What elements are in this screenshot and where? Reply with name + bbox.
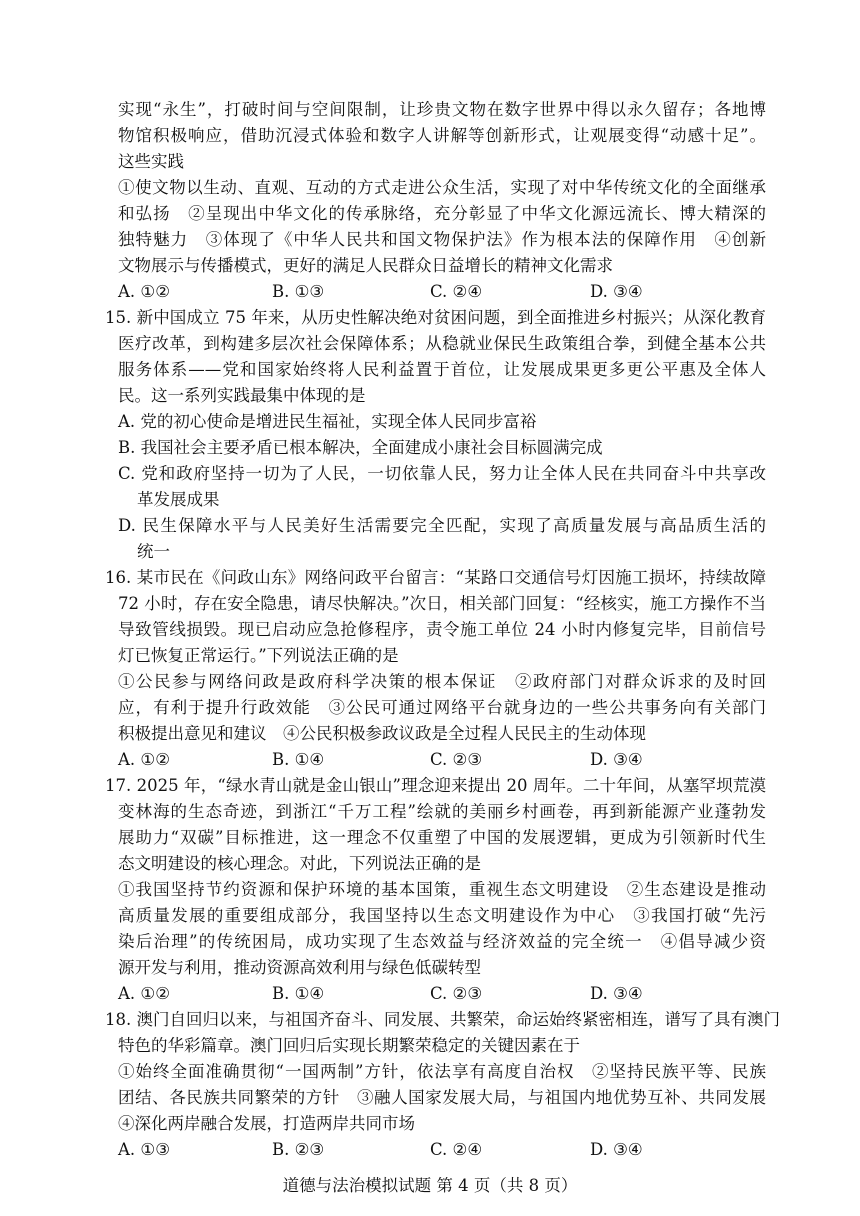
q17-statement-line: ①我国坚持节约资源和保护环境的基本国策，重视生态文明建设 ②生态建设是推动 xyxy=(118,880,766,899)
q15-stem-line: 服务体系——党和国家始终将人民利益置于首位，让发展成果更多更公平惠及全体人 xyxy=(118,360,766,379)
q15-choice-c: C. 党和政府坚持一切为了人民，一切依靠人民，努力让全体人民在共同奋斗中共享改 xyxy=(118,464,766,483)
q17-option-c: C. ②③ xyxy=(430,984,483,1003)
q17-statement-line: 源开发与利用，推动资源高效利用与绿色低碳转型 xyxy=(118,958,481,977)
q16-stem-line: 72 小时，存在安全隐患，请尽快解决。”次日，相关部门回复：“经核实，施工方操作不当 xyxy=(118,594,766,613)
q15-stem-line: 民。这一系列实践最集中体现的是 xyxy=(118,386,366,405)
q15-choice-a: A. 党的初心使命是增进民生福祉，实现全体人民同步富裕 xyxy=(118,412,537,431)
q14-statement-line: ①使文物以生动、直观、互动的方式走进公众生活，实现了对中华传统文化的全面继承 xyxy=(118,178,766,197)
q18-stem-line: 特色的华彩篇章。澳门回归后实现长期繁荣稳定的关键因素在于 xyxy=(118,1036,580,1055)
q14-stem-line: 实现“永生”，打破时间与空间限制，让珍贵文物在数字世界中得以永久留存；各地博 xyxy=(118,100,766,119)
q17-statement-line: 高质量发展的重要组成部分，我国坚持以生态文明建设作为中心 ③我国打破“先污 xyxy=(118,906,766,925)
q14-statement-line: 和弘扬 ②呈现出中华文化的传承脉络，充分彰显了中华文化源远流长、博大精深的 xyxy=(118,204,766,223)
q15-stem-line: 15. 新中国成立 75 年来，从历史性解决绝对贫困问题，到全面推进乡村振兴；从深化教育 xyxy=(105,308,766,327)
q14-stem-line: 这些实践 xyxy=(118,152,184,171)
q17-statement-line: 染后治理”的传统困局，成功实现了生态效益与经济效益的完全统一 ④倡导减少资 xyxy=(118,932,766,951)
q14-option-b: B. ①③ xyxy=(272,282,325,301)
q16-statement-line: 积极提出意见和建议 ④公民积极参政议政是全过程人民民主的生动体现 xyxy=(118,724,646,743)
q18-stem-line: 18. 澳门自回归以来，与祖国齐奋斗、同发展、共繁荣，命运始终紧密相连，谱写了具有澳门 xyxy=(105,1010,780,1029)
q14-statement-line: 文物展示与传播模式，更好的满足人民群众日益增长的精神文化需求 xyxy=(118,256,613,275)
q17-option-b: B. ①④ xyxy=(272,984,325,1003)
q14-statement-line: 独特魅力 ③体现了《中华人民共和国文物保护法》作为根本法的保障作用 ④创新 xyxy=(118,230,766,249)
q18-statement-line: 团结、各民族共同繁荣的方针 ③融人国家发展大局，与祖国内地优势互补、共同发展 xyxy=(118,1088,766,1107)
q17-stem-line: 17. 2025 年，“绿水青山就是金山银山”理念迎来提出 20 周年。二十年间，从塞罕坝荒漠 xyxy=(105,776,766,795)
q14-option-c: C. ②④ xyxy=(430,282,483,301)
q17-stem-line: 态文明建设的核心理念。对此，下列说法正确的是 xyxy=(118,854,481,873)
q15-stem-line: 医疗改革，到构建多层次社会保障体系；从稳就业保民生政策组合拳，到健全基本公共 xyxy=(118,334,766,353)
q18-option-b: B. ②③ xyxy=(272,1140,325,1159)
q18-option-a: A. ①③ xyxy=(118,1140,170,1159)
q16-stem-line: 导致管线损毁。现已启动应急抢修程序，责令施工单位 24 小时内修复完毕，目前信号 xyxy=(118,620,766,639)
q16-option-a: A. ①② xyxy=(118,750,170,769)
page-footer: 道德与法治模拟试题 第 4 页（共 8 页） xyxy=(282,1176,578,1195)
q18-option-d: D. ③④ xyxy=(590,1140,643,1159)
q17-stem-line: 展助力“双碳”目标推进，这一理念不仅重塑了中国的发展逻辑，更成为引领新时代生 xyxy=(118,828,766,847)
q14-option-d: D. ③④ xyxy=(590,282,643,301)
q17-option-a: A. ①② xyxy=(118,984,170,1003)
q16-statement-line: ①公民参与网络问政是政府科学决策的根本保证 ②政府部门对群众诉求的及时回 xyxy=(118,672,766,691)
q17-stem-line: 变林海的生态奇迹，到浙江“千万工程”绘就的美丽乡村画卷，再到新能源产业蓬勃发 xyxy=(118,802,766,821)
q18-option-c: C. ②④ xyxy=(430,1140,483,1159)
q16-option-d: D. ③④ xyxy=(590,750,643,769)
q18-statement-line: ①始终全面准确贯彻“一国两制”方针，依法享有高度自治权 ②坚持民族平等、民族 xyxy=(118,1062,766,1081)
q16-option-c: C. ②③ xyxy=(430,750,483,769)
q18-statement-line: ④深化两岸融合发展，打造两岸共同市场 xyxy=(118,1114,415,1133)
q15-choice-d: D. 民生保障水平与人民美好生活需要完全匹配，实现了高质量发展与高品质生活的 xyxy=(118,516,766,535)
q16-stem-line: 16. 某市民在《问政山东》网络问政平台留言：“某路口交通信号灯因施工损坏，持续故障 xyxy=(105,568,766,587)
q14-option-a: A. ①② xyxy=(118,282,170,301)
q15-choice-c-cont: 革发展成果 xyxy=(137,490,220,509)
q15-choice-b: B. 我国社会主要矛盾已根本解决，全面建成小康社会目标圆满完成 xyxy=(118,438,603,457)
q16-option-b: B. ①④ xyxy=(272,750,325,769)
q15-choice-d-cont: 统一 xyxy=(137,542,170,561)
q14-stem-line: 物馆积极响应，借助沉浸式体验和数字人讲解等创新形式，让观展变得“动感十足”。 xyxy=(118,126,766,145)
q16-stem-line: 灯已恢复正常运行。”下列说法正确的是 xyxy=(118,646,399,665)
q16-statement-line: 应，有利于提升行政效能 ③公民可通过网络平台就身边的一些公共事务向有关部门 xyxy=(118,698,766,717)
q17-option-d: D. ③④ xyxy=(590,984,643,1003)
